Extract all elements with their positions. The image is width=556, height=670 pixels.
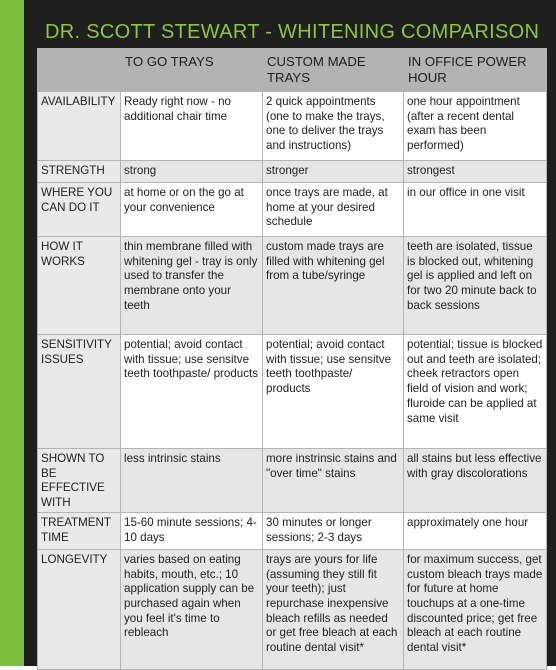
header-to-go-trays: TO GO TRAYS: [121, 49, 263, 92]
cell: for maximum success, get custom bleach trays made for future at home touchups at a one-time discounted price; get free bleach at each routine dental visit*: [404, 549, 547, 669]
row-label-strength: STRENGTH: [38, 161, 121, 183]
table-row: [38, 92, 547, 161]
cell: in our office in one visit: [404, 183, 547, 237]
row-label-treatment-time: TREATMENT TIME: [38, 512, 121, 549]
comparison-table: [37, 48, 547, 670]
header-in-office-power-hour: IN OFFICE POWER HOUR: [404, 49, 547, 92]
cell: Ready right now - no additional chair time: [121, 92, 263, 161]
cell: potential; avoid contact with tissue; use sensitve teeth toothpaste/ products: [263, 335, 404, 449]
cell: 30 minutes or longer sessions; 2-3 days: [263, 512, 404, 549]
cell: varies based on eating habits, mouth, etc.; 10 application supply can be purchased again when you feel it's time to rebleach: [121, 549, 263, 669]
row-label-shown-to-be-effective-with: SHOWN TO BE EFFECTIVE WITH: [38, 449, 121, 513]
page-title: DR. SCOTT STEWART - WHITENING COMPARISON: [45, 21, 540, 43]
cell: thin membrane filled with whitening gel - tray is only used to transfer the membrane onto your teeth: [121, 237, 263, 335]
cell: 2 quick appointments (one to make the trays, one to deliver the trays and instructions): [263, 92, 404, 161]
cell: strong: [121, 161, 263, 183]
cell: stronger: [263, 161, 404, 183]
cell: custom made trays are filled with whitening gel from a tube/syringe: [263, 237, 404, 335]
cell: once trays are made, at home at your desired schedule: [263, 183, 404, 237]
row-label-sensitivity-issues: SENSITIVITY ISSUES: [38, 335, 121, 449]
cell: potential; tissue is blocked out and teeth are isolated; cheek retractors open field of vision and work; fluroide can be applied at same visit: [404, 335, 547, 449]
row-label-availability: AVAILABILITY: [38, 92, 121, 161]
row-label-where-you-can-do-it: WHERE YOU CAN DO IT: [38, 183, 121, 237]
cell: more instrinsic stains and "over time" stains: [263, 449, 404, 513]
cell: less intrinsic stains: [121, 449, 263, 513]
table-row: [38, 449, 547, 513]
cell: trays are yours for life (assuming they still fit your teeth); just repurchase inexpensive bleach refills as needed or get free bleach at each routine dental visit*: [263, 549, 404, 669]
table-row: [38, 237, 547, 335]
cell: one hour appointment (after a recent dental exam has been performed): [404, 92, 547, 161]
table-row: [38, 549, 547, 669]
left-accent-bar: [0, 0, 24, 666]
table-row: [38, 512, 547, 549]
row-label-how-it-works: HOW IT WORKS: [38, 237, 121, 335]
cell: teeth are isolated, tissue is blocked out, whitening gel is applied and left on for two 20 minute back to back sessions: [404, 237, 547, 335]
cell: all stains but less effective with gray discolorations: [404, 449, 547, 513]
row-label-longevity: LONGEVITY: [38, 549, 121, 669]
cell: strongest: [404, 161, 547, 183]
table-row: [38, 335, 547, 449]
cell: approximately one hour: [404, 512, 547, 549]
cell: potential; avoid contact with tissue; use sensitve teeth toothpaste/ products: [121, 335, 263, 449]
table-header-row: [38, 49, 547, 92]
header-custom-made-trays: CUSTOM MADE TRAYS: [263, 49, 404, 92]
table-row: [38, 161, 547, 183]
header-corner: [38, 49, 121, 92]
cell: 15-60 minute sessions; 4-10 days: [121, 512, 263, 549]
table-row: [38, 183, 547, 237]
cell: at home or on the go at your convenience: [121, 183, 263, 237]
